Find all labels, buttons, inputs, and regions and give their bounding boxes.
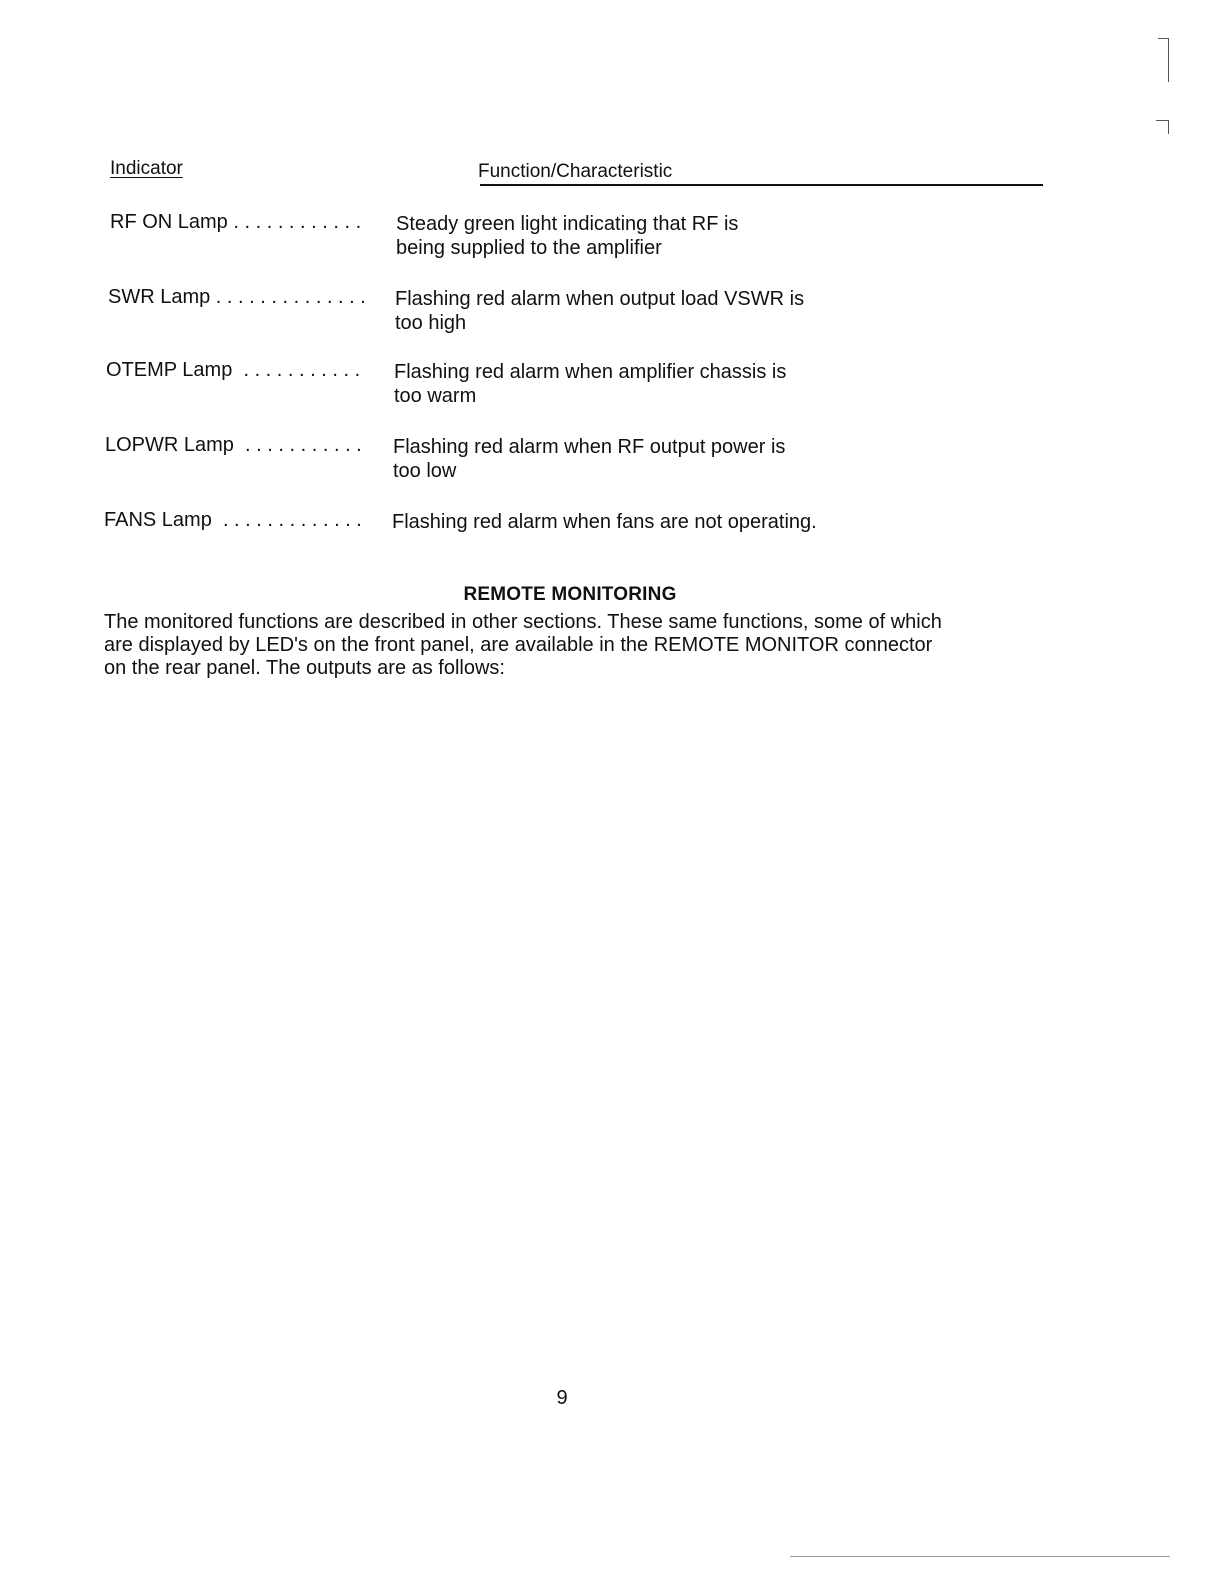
scan-mark <box>1168 120 1169 134</box>
scan-mark <box>1156 120 1168 121</box>
indicator-description: Steady green light indicating that RF is being supplied to the amplifier <box>396 213 739 259</box>
indicator-label: RF ON Lamp . . . . . . . . . . . . <box>110 211 362 233</box>
page-number: 9 <box>556 1387 568 1409</box>
indicator-label: FANS Lamp . . . . . . . . . . . . . <box>104 509 362 531</box>
indicator-description: Flashing red alarm when amplifier chassis is too warm <box>394 361 787 407</box>
header-rule <box>480 184 1043 186</box>
scan-mark <box>1158 38 1168 39</box>
section-title: REMOTE MONITORING <box>463 584 677 605</box>
scan-mark <box>1168 38 1169 82</box>
indicator-description: Flashing red alarm when output load VSWR is too high <box>395 288 805 334</box>
scan-mark <box>790 1556 1170 1557</box>
indicator-description: Flashing red alarm when fans are not operating. <box>392 511 817 533</box>
indicator-label: SWR Lamp . . . . . . . . . . . . . . <box>108 286 366 308</box>
indicator-label: LOPWR Lamp . . . . . . . . . . . <box>105 434 362 456</box>
column-header-indicator: Indicator <box>110 158 183 179</box>
column-header-function: Function/Characteristic <box>478 161 673 182</box>
indicator-label: OTEMP Lamp . . . . . . . . . . . <box>106 359 361 381</box>
indicator-description: Flashing red alarm when RF output power is too low <box>393 436 786 482</box>
section-paragraph: The monitored functions are described in other sections. These same functions, some of which are displayed by LED's on the front panel, are available in the REMOTE MONITOR connector on the rear panel. The outputs are as follows: <box>104 611 942 679</box>
